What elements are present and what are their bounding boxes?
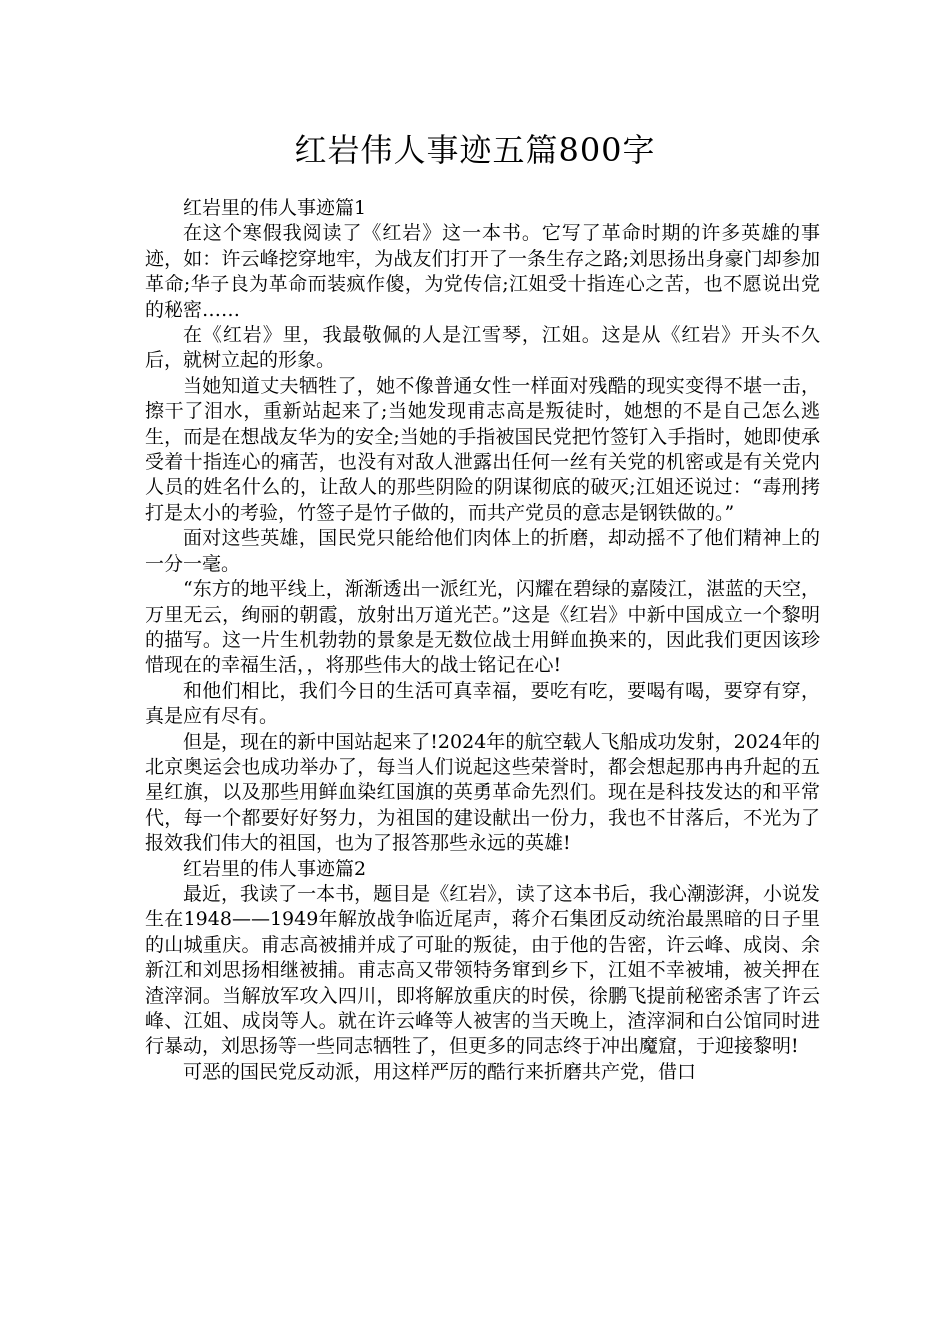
paragraph: 但是，现在的新中国站起来了!2024年的航空载人飞船成功发射，2024年的北京奥运会也成功举办了，每当人们说起这些荣誉时，都会想起那冉冉升起的五星红旗，以及那些用鲜血染红国旗的英勇革命先烈们。现在是科技发达的和平常代，每一个都要好好努力，为祖国的建设献出一份力，我也不甘落后，不光为了报效我们伟大的祖国，也为了报答那些永远的英雄! (145, 730, 820, 855)
paragraph: 当她知道丈夫牺牲了，她不像普通女性一样面对残酷的现实变得不堪一击，擦干了泪水，重新站起来了;当她发现甫志高是叛徒时，她想的不是自己怎么逃生，而是在想战友华为的安全;当她的手指被国民党把竹签钉入手指时，她即使承受着十指连心的痛苦，也没有对敌人泄露出任何一丝有关党的机密或是有关党内人员的姓名什么的，让敌人的那些阴险的阴谋彻底的破灭;江姐还说过：“毒刑拷打是太小的考验，竹签子是竹子做的，而共产党员的意志是钢铁做的。” (145, 374, 820, 524)
section-heading-2: 红岩里的伟人事迹篇2 (183, 857, 367, 880)
document-body (145, 196, 820, 1085)
paragraph: 和他们相比，我们今日的生活可真幸福，要吃有吃，要喝有喝，要穿有穿，真是应有尽有。 (145, 679, 820, 728)
paragraph: 在这个寒假我阅读了《红岩》这一本书。它写了革命时期的许多英雄的事迹，如：许云峰挖穿地牢，为战友们打开了一条生存之路;刘思扬出身豪门却参加革命;华子良为革命而装疯作傻，为党传信;江姐受十指连心之苦，也不愿说出党的秘密…… (145, 222, 820, 321)
section-heading-1: 红岩里的伟人事迹篇1 (183, 197, 367, 219)
paragraph: 可恶的国民党反动派，用这样严厉的酷行来折磨共产党，借口 (183, 1060, 697, 1083)
paragraph: 面对这些英雄，国民党只能给他们肉体上的折磨，却动摇不了他们精神上的一分一毫。 (145, 527, 820, 575)
paragraph: 最近，我读了一本书，题目是《红岩》，读了这本书后，我心潮澎湃，小说发生在1948——1949年解放战争临近尾声，蒋介石集团反动统治最黑暗的日子里的山城重庆。甫志高被捕并成了可耻的叛徒，由于他的告密，许云峰、成岗、余新江和刘思扬相继被捕。甫志高又带领特务窜到乡下，江姐不幸被埔，被关押在渣滓洞。当解放军攻入四川，即将解放重庆的时侯，徐鹏飞提前秘密杀害了许云峰、江姐、成岗等人。就在许云峰等人被害的当天晚上，渣滓洞和白公馆同时进行暴动，刘思扬等一些同志牺牲了，但更多的同志终于冲出魔窟，于迎接黎明! (145, 882, 820, 1058)
paragraph: “东方的地平线上，渐渐透出一派红光，闪耀在碧绿的嘉陵江，湛蓝的天空，万里无云，绚丽的朝霞，放射出万道光芒。”这是《红岩》中新中国成立一个黎明的描写。这一片生机勃勃的景象是无数位战士用鲜血换来的，因此我们更因该珍惜现在的幸福生活，，将那些伟大的战士铭记在心! (145, 578, 820, 677)
document-title: 红岩伟人事迹五篇800字 (294, 131, 656, 169)
paragraph: 在《红岩》里，我最敬佩的人是江雪琴，江姐。这是从《红岩》开头不久后，就树立起的形象。 (145, 324, 820, 372)
